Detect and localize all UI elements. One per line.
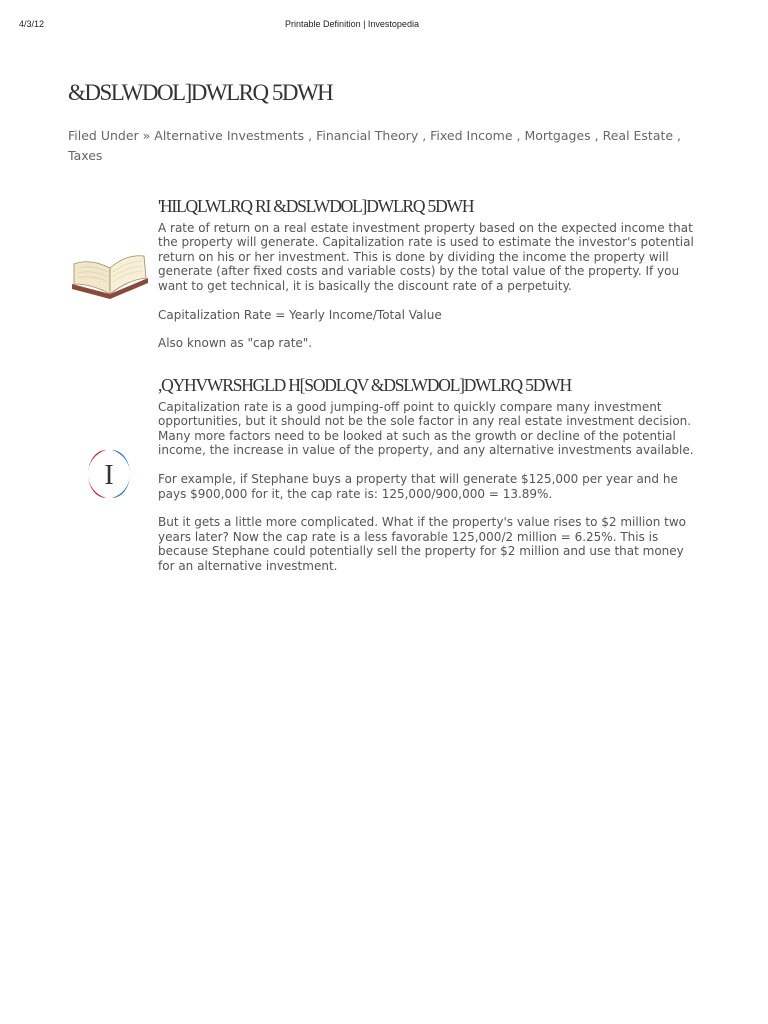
definition-paragraph: A rate of return on a real estate investment property based on the expected income that the property will generate. Capitalization rate is used to estimate the investor's potential return on his or her investment. This is done by dividing the income the property will generate (after fixed costs and variable costs) by the total value of the property. If you want to get technical, it is basically the discount rate of a perpetuity.	[158, 221, 694, 293]
formula-paragraph: Capitalization Rate = Yearly Income/Total Value	[158, 307, 442, 322]
open-book-icon	[70, 250, 150, 300]
category-link-alternative-investments[interactable]: Alternative Investments	[154, 128, 305, 143]
aka-paragraph: Also known as "cap rate".	[158, 336, 313, 351]
page-title: &DSLWDOL]DWLRQ 5DWH	[68, 80, 333, 105]
explains-paragraph: Capitalization rate is a good jumping-off point to quickly compare many investment opportunities, but it should not be the sole factor in any real estate investment decision. Many more factors need to be looked at such as the growth or decline of the potential income, the increase in value of the property, and any alternative investments available.	[158, 400, 694, 458]
example-paragraph: For example, if Stephane buys a property that will generate $125,000 per year and he pays $900,000 for it, the cap rate is: 125,000/900,000 = 13.89%.	[158, 472, 678, 501]
investopedia-logo-icon	[80, 446, 138, 502]
definition-section	[158, 196, 703, 365]
print-title: Printable Definition | Investopedia	[285, 19, 419, 29]
print-header	[0, 19, 768, 33]
print-date: 4/3/12	[19, 19, 45, 29]
category-link-taxes[interactable]: Taxes	[68, 147, 103, 163]
svg-text:I: I	[104, 460, 114, 491]
category-link-financial-theory[interactable]: Financial Theory	[316, 128, 419, 143]
explains-section	[158, 375, 703, 588]
category-link-mortgages[interactable]: Mortgages	[524, 128, 591, 143]
explains-heading: ,QYHVWRSHGLD H[SODLQV &DSLWDOL]DWLRQ 5DWH	[158, 375, 571, 395]
filed-under: Filed Under » Alternative Investments , Financial Theory , Fixed Income , Mortgages , Real Estate , Taxes	[68, 128, 682, 163]
definition-heading: 'HILQLWLRQ RI &DSLWDOL]DWLRQ 5DWH	[158, 196, 474, 216]
category-link-real-estate[interactable]: Real Estate	[602, 128, 674, 143]
category-link-fixed-income[interactable]: Fixed Income	[430, 128, 513, 143]
complication-paragraph: But it gets a little more complicated. What if the property's value rises to $2 million two years later? Now the cap rate is a less favorable 125,000/2 million = 6.25%. This is because Stephane could potentially sell the property for $2 million and use that money for an alternative investment.	[158, 515, 686, 573]
filed-under-label: Filed Under »	[68, 128, 151, 143]
